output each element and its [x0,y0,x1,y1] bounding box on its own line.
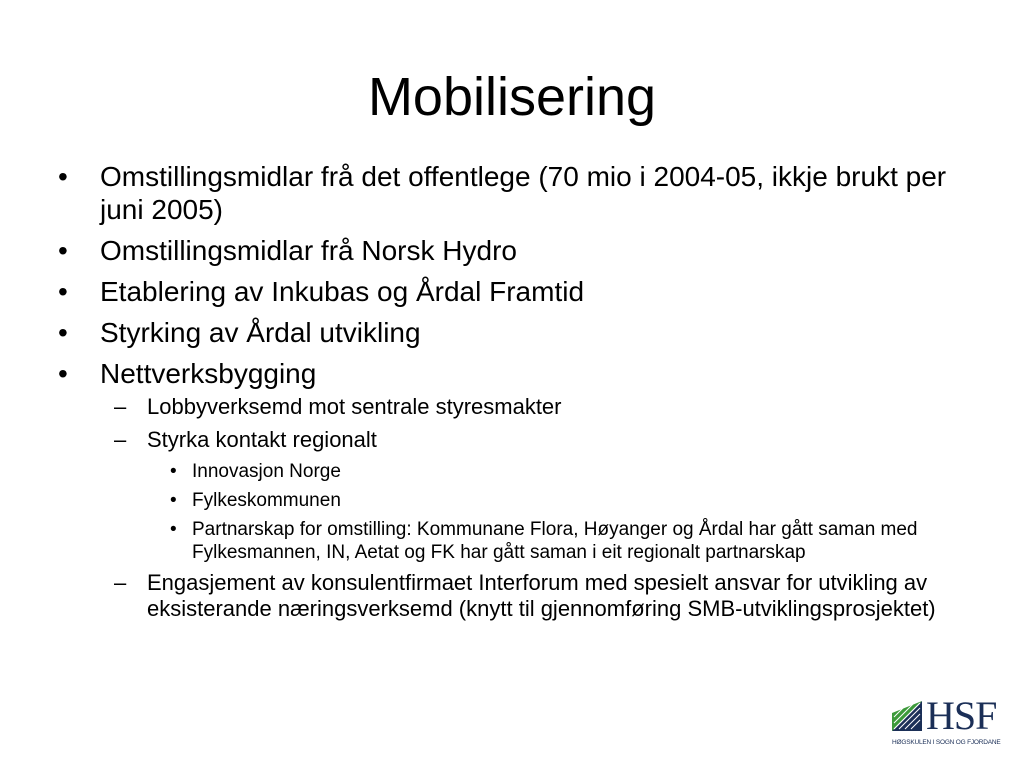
bullet-item [58,234,958,267]
sub-bullet-item [114,394,958,420]
sub-bullet-text: Styrka kontakt regionalt [147,427,377,452]
bullet-marker: • [58,161,68,192]
slide-title: Mobilisering [367,67,657,127]
sub-sub-bullet-text: Partnarskap for omstilling: Kommunane Flora, Høyanger og Årdal har gått saman med Fylkesmannen, IN, Aetat og FK har gått saman i eit regionalt partnarskap [192,519,918,563]
bullet-item [58,275,958,308]
sub-sub-bullet-text: Innovasjon Norge [192,461,341,482]
dash-marker: – [114,427,127,452]
sub-bullet-item [114,570,977,622]
bullet-item [58,357,958,390]
bullet-marker: • [58,317,68,348]
bullet-marker: • [170,519,177,540]
bullet-marker: • [170,461,177,482]
bullet-item [58,160,958,226]
bullet-item [58,316,958,349]
bullet-text: Etablering av Inkubas og Årdal Framtid [100,276,585,307]
sub-sub-bullet-item [170,518,977,564]
logo-subtitle: HØGSKULEN I SOGN OG FJORDANE [892,739,1001,746]
sub-sub-bullet-item [170,489,977,512]
sub-bullet-text: Lobbyverksemd mot sentrale styresmakter [147,394,562,419]
slide-body [58,160,958,629]
bullet-marker: • [58,358,68,389]
logo-wordmark: HSF [926,693,997,738]
dash-marker: – [114,394,127,419]
bullet-marker: • [58,235,68,266]
sub-sub-bullet-item [170,460,977,483]
sub-bullet-text: Engasjement av konsulentfirmaet Interforum med spesielt ansvar for utvikling av eksisterande næringsverksemd (knytt til gjennomføring SMB-utviklingsprosjektet) [147,570,936,621]
hsf-leaf-icon [890,699,924,733]
bullet-text: Nettverksbygging [100,358,317,389]
dash-marker: – [114,570,127,595]
bullet-text: Omstillingsmidlar frå det offentlege (70 mio i 2004-05, ikkje brukt per juni 2005) [100,161,947,225]
bullet-text: Styrking av Årdal utvikling [100,317,421,348]
bullet-marker: • [58,276,68,307]
sub-bullet-item [114,427,958,453]
sub-sub-bullet-text: Fylkeskommunen [192,490,341,511]
hsf-logo [890,693,1012,752]
bullet-text: Omstillingsmidlar frå Norsk Hydro [100,235,517,266]
bullet-marker: • [170,490,177,511]
